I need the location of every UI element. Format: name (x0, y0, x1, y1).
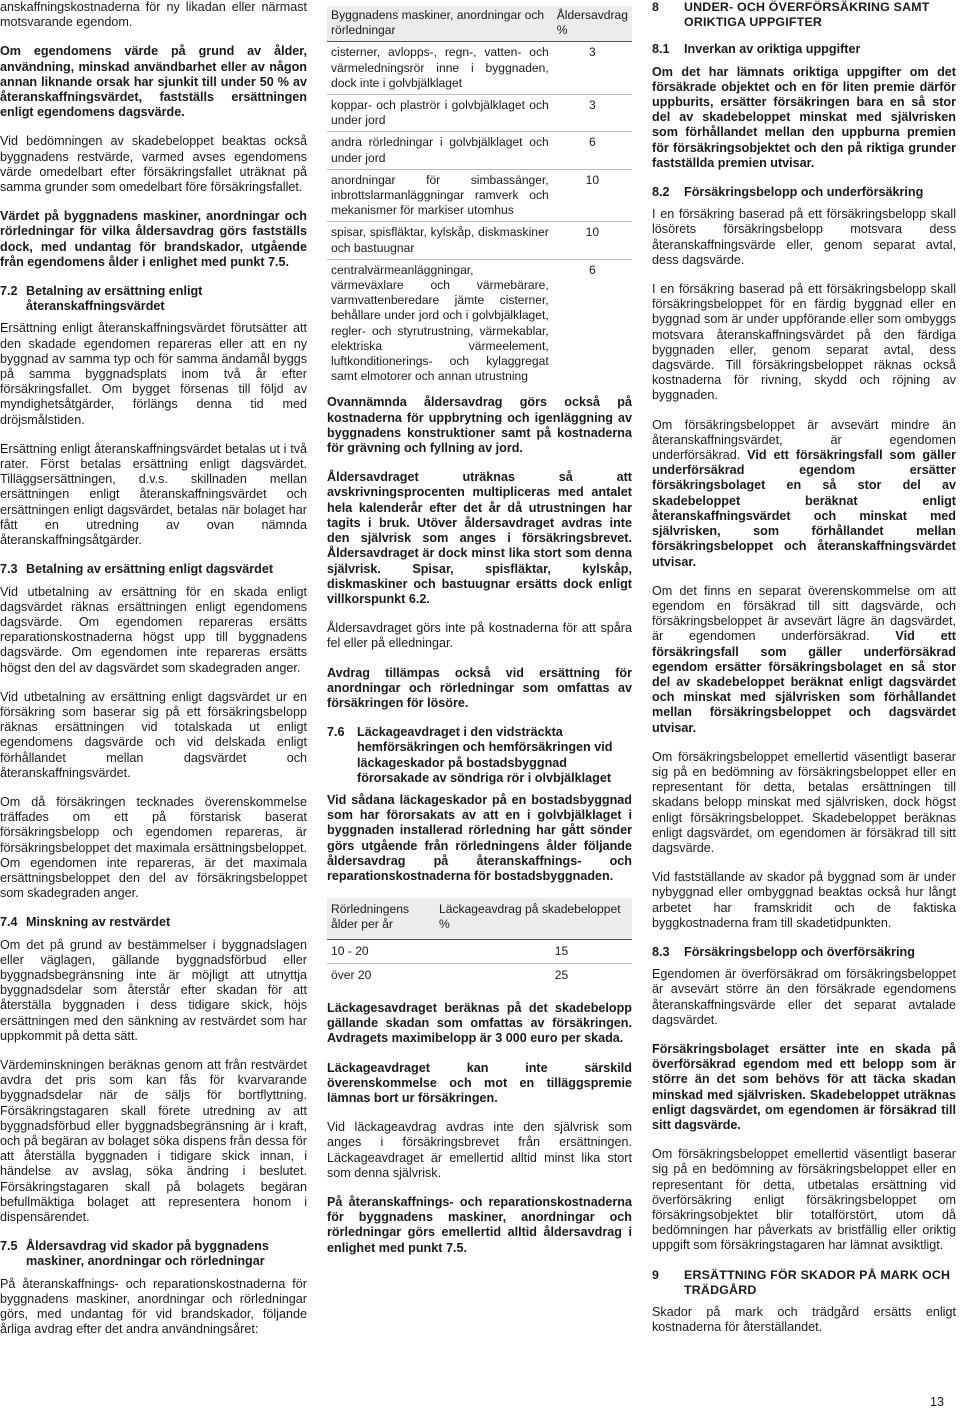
paragraph-avdrag-losore: Avdrag tillämpas också vid ersättning för anordningar och rörledningar som omfattas av försäkringen för lösöre. (327, 665, 632, 710)
table-row (327, 963, 632, 987)
section-8-heading (652, 0, 956, 30)
section-number: 8.2 (652, 185, 670, 200)
table-cell-value: 3 (553, 95, 632, 132)
section-title: UNDER- OCH ÖVERFÖRSÄKRING SAMT ORIKTIGA UPPGIFTER (684, 0, 930, 30)
table-header-percent: Läckageavdrag på skadebeloppet % (435, 898, 632, 939)
table-header-item: Byggnadens maskiner, anordningar och rörledningar (327, 6, 553, 42)
paragraph-7-6-a: Vid sådana läckageskador på en bostadsbyggnad som har förorsakats av att en i golvbjälklaget i byggnaden installerad rörledning har gått sönder görs utgående från rörledningens ålder följande åldersavdrag på återanskaffnings- och reparationskostnaderna för bostadsbyggnaden. (327, 792, 632, 883)
paragraph-7-6-b: Läckagesavdraget beräknas på det skadebelopp gällande skadan som omfattas av försäkringen. Avdragets maximibelopp är 3 000 euro per skada. (327, 1000, 632, 1046)
table-row (327, 939, 632, 963)
section-number: 8.1 (652, 42, 670, 57)
paragraph-8-2-c (652, 418, 956, 570)
paragraph-7-6-c: Läckageavdraget kan inte särskild överenskommelse och mot en tilläggspremie lämnas bort ur försäkringen. (327, 1060, 632, 1105)
column-right (652, 0, 956, 1349)
table-header-row (327, 898, 632, 939)
section-9-heading (652, 1268, 956, 1298)
paragraph-7-3-b: Vid utbetalning av ersättning enligt dagsvärdet ur en försäkring som baserar sig på ett försäkringsbelopp räknas ersättningen vid totalskada ut enligt egendomens dagsvärde och vid delskada enligt förhållandet mellan dagsvärdet och återanskaffningsvärdet. (0, 689, 307, 780)
section-number: 7.2 (0, 284, 18, 299)
section-title: Åldersavdrag vid skador på byggnadens maskiner, anordningar och rörledningar (26, 1239, 269, 1269)
section-8-3-heading (652, 945, 956, 960)
section-title: Betalning av ersättning enligt dagsvärdet (26, 562, 274, 577)
section-7-3-heading (0, 562, 307, 577)
section-number: 8.3 (652, 944, 670, 959)
paragraph-8-2-d (652, 584, 956, 736)
paragraph-7-2-b: Ersättning enligt återanskaffningsvärdet betalas ut i två rater. Först betalas ersättning enligt dagsvärdet. Tilläggsersättningen, d.v.s. skillnaden mellan ersättningen enligt återanskaffningsvärdet och ersättningen enligt dagsvärdet, betalas när bolaget har fått en utredning av ovan nämnda återanskaffningsåtgärder. (0, 441, 307, 548)
table-cell-age: över 20 (327, 963, 435, 987)
section-7-4-heading (0, 915, 307, 930)
table-cell-item: andra rörledningar i golvbjälklaget och under jord (327, 132, 553, 169)
section-7-2-heading (0, 284, 307, 314)
section-8-2-heading (652, 185, 956, 200)
table-row (327, 95, 632, 132)
section-number: 7.5 (0, 1239, 18, 1254)
section-number: 8 (652, 0, 660, 14)
paragraph-8-2-b: I en försäkring baserad på ett försäkringsbelopp skall försäkringsbeloppet för en färdig byggnad eller en byggnad som är under uppförande eller som ombyggs motsvara återanskaffningsvärdet på den färdiga byggnaden eller, genom separat avtal, dess dagsvärde. Till försäkringsbeloppet räknas också kostnaderna för rivning, skydd och röjning av byggnaden. (652, 282, 956, 403)
section-title: Försäkringsbelopp och underförsäkring (684, 185, 924, 200)
table-cell-percent: 15 (435, 939, 632, 963)
leakage-deduction-table (327, 898, 632, 987)
paragraph-restvarde: Vid bedömningen av skadebeloppet beaktas också byggnadens restvärde, varmed avses egendomens värde omedelbart efter försäkringsfallet uträknat på samma grunder som omedelbart före försäkringsfallet. (0, 134, 307, 195)
table-cell-value: 10 (553, 222, 632, 259)
section-title: Betalning av ersättning enligt återanskaffningsvärdet (26, 284, 203, 314)
table-cell-value: 10 (553, 169, 632, 222)
table-cell-value: 6 (553, 132, 632, 169)
section-number: 7.4 (0, 915, 18, 930)
section-number: 7.6 (327, 725, 345, 740)
age-deduction-table (327, 6, 632, 387)
text-normal: Om det finns en separat överenskommelse om att egendom en försäkrad till sitt dagsvärde, och försäkringsbeloppet är avsevärt lägre än dagsvärdet, är egendomen underförsäkrad. (652, 583, 956, 644)
table-header-value: Åldersavdrag % (553, 6, 632, 42)
text-normal: Om försäkringsbeloppet är avsevärt mindre än återanskaffningsvärdet, är egendomen underförsäkrad. (652, 417, 956, 463)
table-row (327, 169, 632, 222)
section-7-6-heading (327, 725, 632, 786)
paragraph-7-5-a: På återanskaffnings- och reparationskostnaderna för byggnadens maskiner, anordningar och rörledningar görs, med undantag för vid brandskador, följande årliga avdrag efter det andra användningsåret: (0, 1276, 307, 1337)
table-header-row (327, 6, 632, 42)
section-title: Läckageavdraget i den vidsträckta hemförsäkringen och hemförsäkringen vid läckageskador på bostadsbyggnad förorsakade av söndriga rör i olvbjälklaget (357, 725, 613, 785)
paragraph-7-4-a: Om det på grund av bestämmelser i byggnadslagen eller väglagen, gällande byggnadsförbud eller byggnadsbegränsning inte är möjligt att utnyttja byggnadsdelar som återstår efter skadan för att återställa byggnaden i dess tidigare skick, höjs ersättningen med den sänkning av restvärdet som har uppkommit på detta sätt. (0, 937, 307, 1043)
text-bold: Vid ett försäkringsfall som gäller underförsäkrad egendom ersätter försäkringsbolaget en så stor del av skadebeloppet beräknat enligt återanskaffningsvärdet och minskat med självrisken, som förhållandet mellan försäkringsbeloppet och återanskaffningsvärdet utvisar. (652, 448, 957, 569)
table-cell-value: 3 (553, 42, 632, 95)
paragraph-7-4-b: Värdeminskningen beräknas genom att från restvärdet avdra det pris som kan fås för kvarvarande byggnadsdelar när de säljs för bortflyttning. Försäkringstagaren skall förete utredning av att byggnadsförbud eller byggnadsbegränsning är i kraft, och på begäran av bolaget söka dispens från dessa för att återställa byggnaden i tidigare skick innan, i händelse av avslag, söka ändring i beslutet. Försäkringstagaren skall på bolagets begäran befullmäktiga bolaget att representera honom i dispensärendet. (0, 1057, 307, 1225)
text-bold: Vid ett försäkringsfall som gäller underförsäkrad egendom ersätter försäkringsbolaget en så stor del av skadebeloppet beräknat enligt dagsvärdet och minskat med självrisken som förhållandet mellan försäkringsbeloppet och dagsvärdet utvisar. (652, 629, 956, 735)
table-cell-value: 6 (553, 259, 632, 387)
table-cell-percent: 25 (435, 963, 632, 987)
paragraph-8-2-a: I en försäkring baserad på ett försäkringsbelopp skall lösörets försäkringsbelopp motsvara dess återanskaffningsvärde eller, genom separat avtal, dess dagsvärde. (652, 207, 956, 267)
table-header-age: Rörledningens ålder per år (327, 898, 435, 939)
paragraph-berakning: Åldersavdraget uträknas så att avskrivningsprocenten multipliceras med antalet hela kalenderår efter det år då utrustningen har tagits i bruk. Utöver åldersavdraget avdras inte den självrisk som anges i försäkringsbrevet. Åldersavdraget är dock minst lika stort som denna självrisk. Spisar, spisfläktar, kylskåp, diskmaskiner och bastuugnar ersätts dock enligt villkorspunkt 6.2. (327, 470, 632, 606)
column-left (0, 0, 307, 1351)
section-number: 9 (652, 1267, 660, 1282)
paragraph-7-6-e: På återanskaffnings- och reparationskostnaderna för byggnadens maskiner, anordningar och rörledningar görs emellertid alltid åldersavdrag i enlighet med punkt 7.5. (327, 1195, 632, 1255)
section-7-5-heading (0, 1239, 307, 1269)
paragraph-9: Skador på mark och trädgård ersätts enligt kostnaderna för återställandet. (652, 1305, 956, 1335)
table-cell-item: cisterner, avlopps-, regn-, vatten- och värmeledningsrör inne i byggnaden, dock inte i golvbjälklaget (327, 42, 553, 95)
page-number: 13 (930, 1395, 945, 1409)
paragraph-7-3-a: Vid utbetalning av ersättning för en skada enligt dagsvärdet räknas ersättningen enligt egendomens dagsvärde. Om egendomen repareras ersätts reparationskostnaderna högst upp till byggnadens dagsvärde. Om egendomen inte repareras ersätts högst den del av dagsvärdet som skadegraden anger. (0, 584, 307, 675)
table-row (327, 42, 632, 95)
paragraph-50-percent-rule: Om egendomens värde på grund av ålder, användning, minskad användbarhet eller av någon annan liknande orsak har sjunkit till under 50 % av återanskaffningsvärdet, fastställs ersättningen enligt egendomens dagsvärde. (0, 44, 307, 120)
paragraph-8-2-f: Vid fastställande av skador på byggnad som är under nybyggnad eller ombyggnad beaktas också hur långt arbetet har framskridit och de faktiska byggkostnaderna fram till skadetidpunkten. (652, 870, 956, 930)
section-8-1-heading (652, 42, 956, 57)
paragraph-spara-fel: Åldersavdraget görs inte på kostnaderna för att spåra fel eller på elledningar. (327, 621, 632, 651)
table-row (327, 222, 632, 259)
table-row (327, 259, 632, 387)
table-cell-item: spisar, spisfläktar, kylskåp, diskmaskiner och bastuugnar (327, 222, 553, 259)
paragraph-7-3-c: Om då försäkringen tecknades överenskommelse träffades om ett på förstarisk baserat försäkringsbelopp och egendomen repareras, är försäkringsbeloppet det maximala ersättningsbeloppet. Om egendomen inte repareras, är det maximala ersättningsbeloppet den del av försäkringsbeloppet som skadegraden anger. (0, 794, 307, 901)
paragraph-8-1: Om det har lämnats oriktiga uppgifter om det försäkrade objektet och en för liten premie därför uppburits, ersätter försäkringen bara en så stor del av skadebeloppet minskat med självrisken som förhållandet mellan den uppburna premien för försäkringsobjektet och den på riktiga grunder fastställda premien utvisar. (652, 64, 956, 170)
paragraph-8-3-c: Om försäkringsbeloppet emellertid väsentligt baserar sig på en bedömning av försäkringsbeloppet eller en representant för detta, utbetalas ersättning vid överförsäkring enligt försäkringsbeloppet om försäkringsobjektet blir totalförstört, utom då bedömningen har påverkats av bristfällig eller oriktig uppgift som försäkringstagaren har lämnat avsiktligt. (652, 1147, 956, 1253)
paragraph-7-2-a: Ersättning enligt återanskaffningsvärdet förutsätter att den skadade egendomen repareras eller att en ny byggnad av samma typ och för samma ändamål byggs på samma byggnadsplats inom två år efter försäkringsfallet. Om bygget försenas till följd av myndighetsåtgärder, förlängs denna tid med dröjsmålstiden. (0, 321, 307, 427)
paragraph-maskiner-value: Värdet på byggnadens maskiner, anordningar och rörledningar för vilka åldersavdrag görs fastställs dock, med undantag för brandskador, utgående från egendomens ålder i enlighet med punkt 7.5. (0, 209, 307, 269)
table-cell-item: koppar- och plaströr i golvbjälklaget och under jord (327, 95, 553, 132)
paragraph-7-6-d: Vid läckageavdrag avdras inte den självrisk som anges i försäkringsbrevet från ersättningen. Läckageavdraget är emellertid alltid minst lika stort som denna självrisk. (327, 1120, 632, 1180)
table-cell-item: anordningar för simbassänger, inbrottslarmanläggningar ramverk och mekanismer för markiser utomhus (327, 169, 553, 222)
section-title: Minskning av restvärdet (26, 915, 171, 930)
section-title: Inverkan av oriktiga uppgifter (684, 42, 861, 57)
paragraph-ovannamnda: Ovannämnda åldersavdrag görs också på kostnaderna för uppbrytning och igenläggning av byggnadens konstruktioner samt på kostnaderna för grävning och fyllning av jord. (327, 395, 632, 456)
table-row (327, 132, 632, 169)
section-title: Försäkringsbelopp och överförsäkring (684, 944, 915, 959)
section-title: ERSÄTTNING FÖR SKADOR PÅ MARK OCH TRÄDGÅRD (684, 1267, 951, 1297)
paragraph-intro-end: anskaffningskostnaderna för ny likadan eller närmast motsvarande egendom. (0, 0, 307, 30)
column-middle (327, 0, 632, 1270)
paragraph-8-3-b: Försäkringsbolaget ersätter inte en skada på överförsäkrad egendom med ett belopp som är större än det som behövs för att täcka skadan minskad med självrisken. Skadebeloppet uträknas enligt dagsvärdet, om egendomen är försäkrad till sitt dagsvärde. (652, 1041, 956, 1132)
section-number: 7.3 (0, 562, 18, 577)
paragraph-8-2-e: Om försäkringsbeloppet emellertid väsentligt baserar sig på en bedömning av försäkringsbeloppet eller en representant för detta, betalas ersättningen till skadans belopp minskat med självrisken, dock högst enligt försäkringsbeloppet. Skadebeloppet beräknas enligt dagsvärdet, om egendomen är försäkrad till sitt dagsvärde. (652, 749, 956, 855)
paragraph-8-3-a: Egendomen är överförsäkrad om försäkringsbeloppet är avsevärt större än den försäkrade egendomens återanskaffningsvärde eller det separat avtalade dagsvärdet. (652, 967, 956, 1027)
table-cell-item: centralvärmeanläggningar, värmeväxlare och värmebärare, varmvattenberedare jämte cisterner, behållare under jord och i golvbjälklaget, regler- och styrutrustning, värmekablar, elektriska värmeelement, luftkonditionerings- och kylaggregat samt elmotorer och annan utrustning (327, 259, 553, 387)
table-cell-age: 10 - 20 (327, 939, 435, 963)
